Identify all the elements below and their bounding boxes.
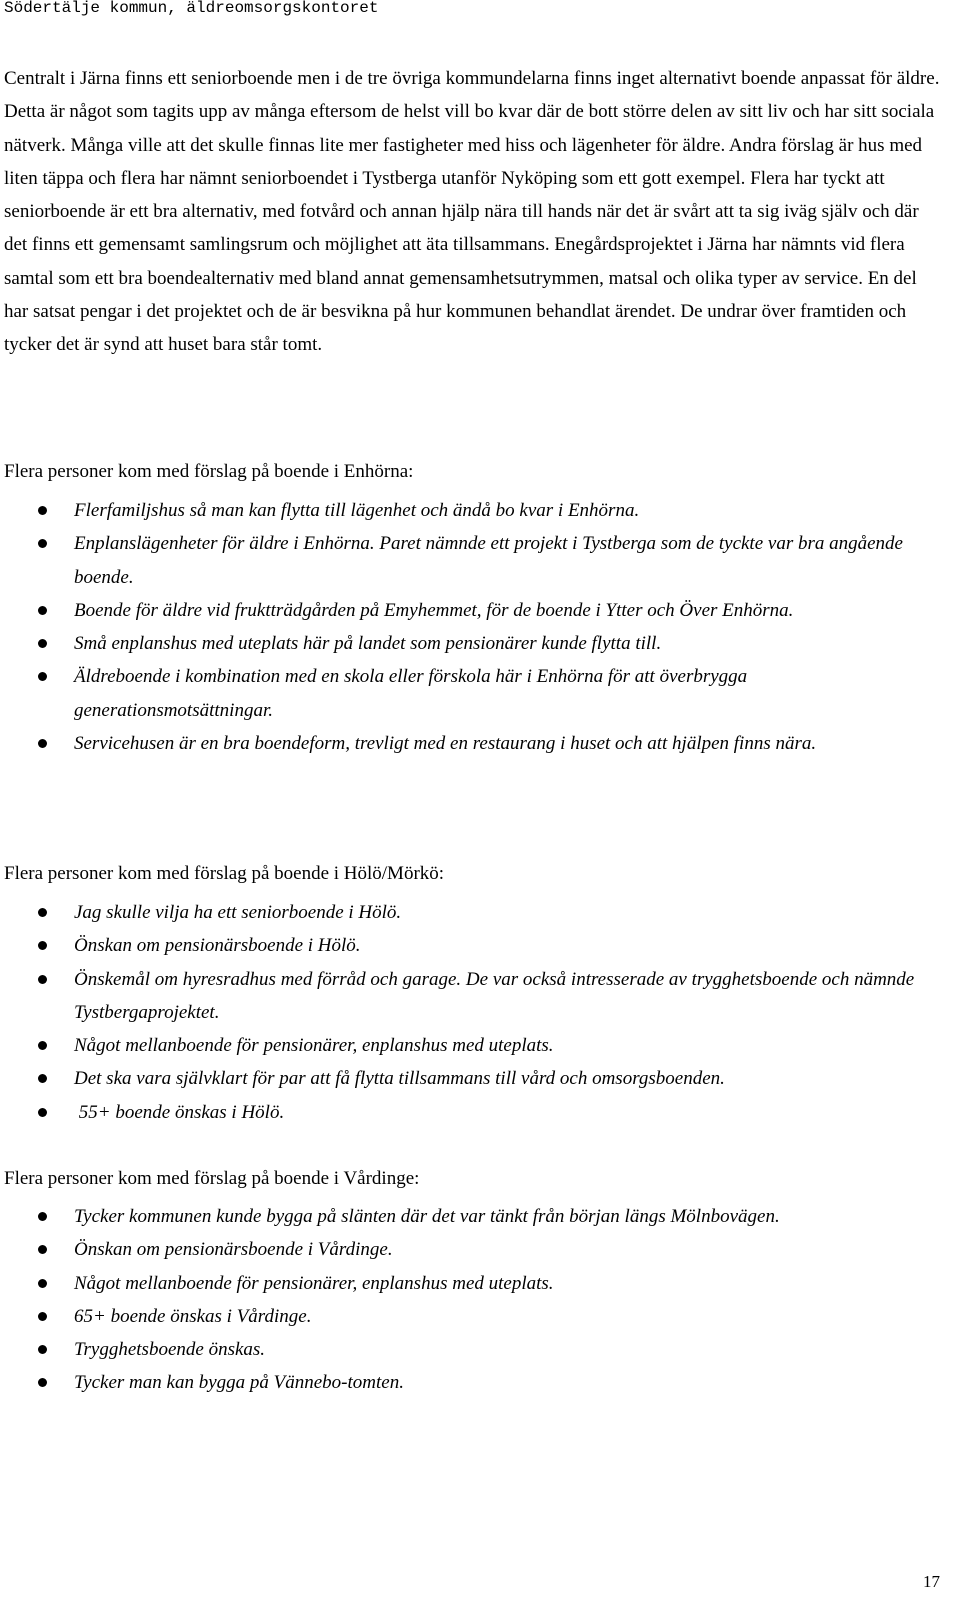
bullet-icon	[38, 975, 47, 984]
list-vardinge	[0, 1200, 945, 1400]
bullet-icon	[38, 539, 47, 548]
bullet-icon	[38, 739, 47, 748]
list-item: Något mellanboende för pensionärer, enplanshus med uteplats.	[0, 1029, 945, 1062]
list-item: Flerfamiljshus så man kan flytta till lägenhet och ändå bo kvar i Enhörna.	[0, 494, 945, 527]
list-item: Jag skulle vilja ha ett seniorboende i Hölö.	[0, 896, 945, 929]
bullet-icon	[38, 908, 47, 917]
intro-paragraph: Centralt i Järna finns ett seniorboende men i de tre övriga kommundelarna finns inget alternativt boende anpassat för äldre. Detta är något som tagits upp av många eftersom de helst vill bo kvar där de bott större delen av sitt liv och har sitt sociala nätverk. Många ville att det skulle finnas lite mer fastigheter med hiss och lägenheter för äldre. Andra förslag är hus med liten täppa och flera har nämnt seniorboendet i Tystberga utanför Nyköping som ett gott exempel. Flera har tyckt att seniorboende är ett bra alternativ, med fotvård och annan hjälp nära till hands när det är svårt att ta sig iväg själv och där det finns ett gemensamt samlingsrum och möjlighet att äta tillsammans. Enegårdsprojektet i Järna har nämnts vid flera samtal som ett bra boendealternativ med bland annat gemensamhetsutrymmen, matsal och olika typer av service. En del har satsat pengar i det projektet och de är besvikna på hur kommunen behandlat ärendet. De undrar över framtiden och tycker det är synd att huset bara står tomt.	[4, 68, 940, 356]
bullet-icon	[38, 1312, 47, 1321]
list-item: Önskan om pensionärsboende i Vårdinge.	[0, 1233, 945, 1266]
list-item: Önskan om pensionärsboende i Hölö.	[0, 929, 945, 962]
bullet-icon	[38, 639, 47, 648]
bullet-icon	[38, 1074, 47, 1083]
list-item: Tycker man kan bygga på Vännebo-tomten.	[0, 1366, 945, 1399]
page-number: 17	[923, 1572, 940, 1591]
section-heading-enhorna: Flera personer kom med förslag på boende i Enhörna:	[4, 461, 414, 482]
bullet-icon	[38, 1041, 47, 1050]
section-heading-vardinge: Flera personer kom med förslag på boende i Vårdinge:	[4, 1168, 420, 1189]
list-item: Trygghetsboende önskas.	[0, 1333, 945, 1366]
list-item: Det ska vara självklart för par att få flytta tillsammans till vård och omsorgsboenden.	[0, 1062, 945, 1095]
list-item: Önskemål om hyresradhus med förråd och garage. De var också intresserade av trygghetsboende och nämnde Tystbergaprojektet.	[0, 963, 945, 1030]
list-item: Äldreboende i kombination med en skola eller förskola här i Enhörna för att överbrygga generationsmotsättningar.	[0, 660, 945, 727]
page-header	[0, 0, 960, 30]
list-item: Enplanslägenheter för äldre i Enhörna. Paret nämnde ett projekt i Tystberga som de tyckte var bra angående boende.	[0, 527, 945, 594]
bullet-icon	[38, 606, 47, 615]
bullet-icon	[38, 1212, 47, 1221]
bullet-icon	[38, 1245, 47, 1254]
bullet-icon	[38, 1279, 47, 1288]
header-title: Södertälje kommun, äldreomsorgskontoret	[4, 0, 379, 17]
bullet-icon	[38, 672, 47, 681]
bullet-icon	[38, 506, 47, 515]
bullet-icon	[38, 941, 47, 950]
list-item: Små enplanshus med uteplats här på landet som pensionärer kunde flytta till.	[0, 627, 945, 660]
bullet-icon	[38, 1345, 47, 1354]
list-enhorna	[0, 494, 945, 760]
list-item: Något mellanboende för pensionärer, enplanshus med uteplats.	[0, 1267, 945, 1300]
list-item: 65+ boende önskas i Vårdinge.	[0, 1300, 945, 1333]
list-item: Tycker kommunen kunde bygga på slänten där det var tänkt från början längs Mölnbovägen.	[0, 1200, 945, 1233]
bullet-icon	[38, 1108, 47, 1117]
list-item: Boende för äldre vid fruktträdgården på Emyhemmet, för de boende i Ytter och Över Enhörna.	[0, 594, 945, 627]
section-heading-holo-morko: Flera personer kom med förslag på boende i Hölö/Mörkö:	[4, 863, 445, 884]
list-item: Servicehusen är en bra boendeform, trevligt med en restaurang i huset och att hjälpen finns nära.	[0, 727, 945, 760]
list-item: 55+ boende önskas i Hölö.	[0, 1096, 945, 1129]
list-holo-morko	[0, 896, 945, 1129]
bullet-icon	[38, 1378, 47, 1387]
